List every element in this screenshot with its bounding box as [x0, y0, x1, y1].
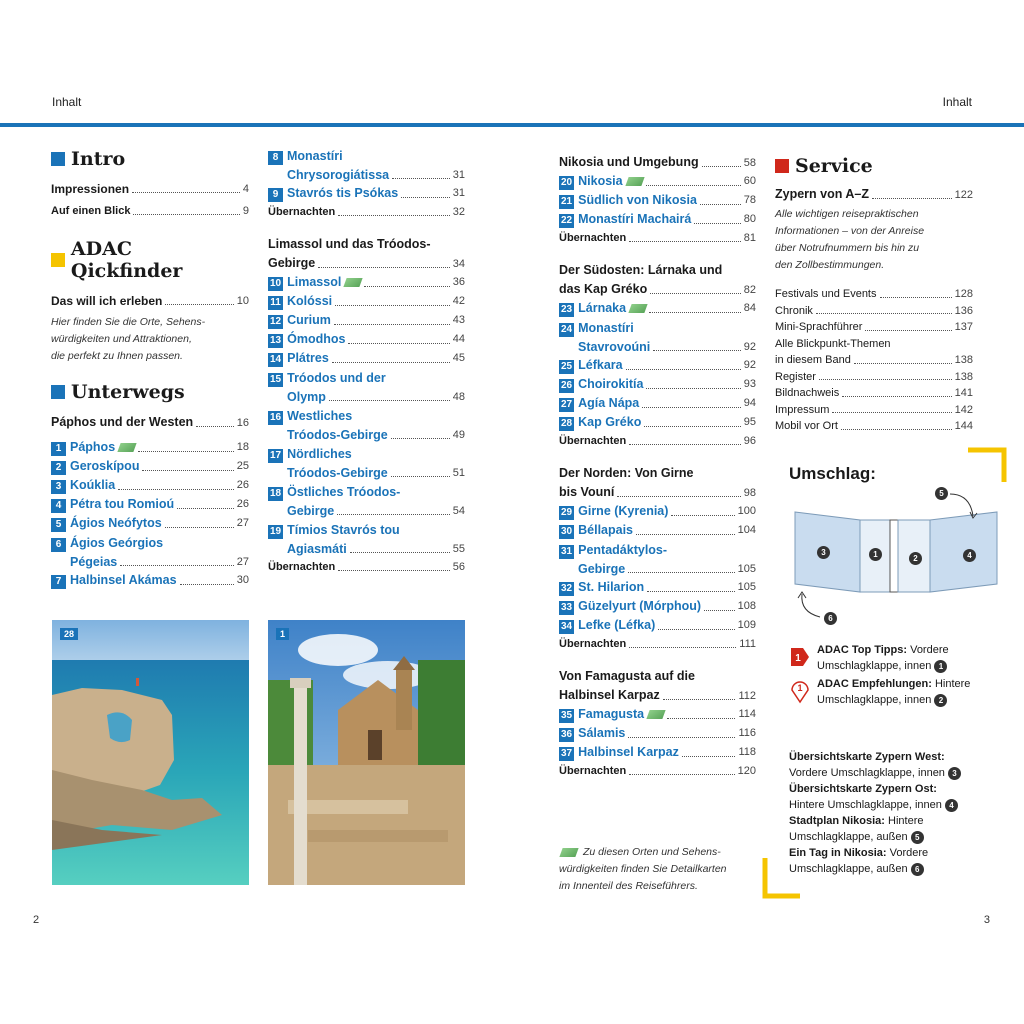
- map-legend-entry: Stadtplan Nikosia: Hintere Umschlagklappe, außen 5: [789, 815, 924, 843]
- toc-row[interactable]: Auf einen Blick 9: [51, 205, 249, 217]
- service-row[interactable]: in diesem Band 138: [775, 354, 973, 366]
- place-number-badge: 33: [561, 602, 573, 613]
- place-number-badge: 29: [561, 507, 573, 518]
- toc-row[interactable]: Übernachten 96: [559, 435, 756, 447]
- cover-marker-5: 5: [935, 487, 948, 500]
- section-service-heading: Service: [775, 155, 973, 177]
- place-number-badge: 15: [270, 374, 282, 385]
- svg-text:1: 1: [795, 653, 801, 664]
- umschlag-title: Umschlag:: [789, 464, 876, 483]
- place-number-badge: 6: [51, 538, 66, 552]
- place-entry[interactable]: 6 Ágios Geórgios Pégeias 27: [51, 533, 249, 571]
- toc-group-row[interactable]: Páphos und der Westen 16: [51, 415, 249, 429]
- place-entry[interactable]: 25 Léfkara 92: [561, 358, 756, 372]
- legend-number: 3: [948, 767, 961, 780]
- place-number-badge: 1: [51, 442, 66, 456]
- adac-legend: [789, 642, 1004, 708]
- place-list: [559, 299, 756, 432]
- map-legend-entry: Ein Tag in Nikosia: Vordere Umschlagklappe, außen 6: [789, 847, 929, 875]
- place-entry[interactable]: 13 Ómodhos 44: [270, 332, 465, 346]
- place-entry[interactable]: 16 Westliches Tróodos-Gebirge 49: [270, 409, 465, 442]
- place-number-badge: 36: [561, 729, 573, 740]
- toc-group[interactable]: Der Südosten: Lárnaka und das Kap Gréko 82: [559, 263, 756, 296]
- service-row[interactable]: Mini-Sprachführer 137: [775, 321, 973, 333]
- svg-text:1: 1: [797, 683, 803, 693]
- place-number-badge: 7: [51, 575, 66, 589]
- place-entry[interactable]: 32 St. Hilarion 105: [561, 580, 756, 594]
- place-number-badge: 19: [270, 526, 282, 537]
- top-tipp-marker-icon: [789, 642, 811, 672]
- photo-number-badge: 1: [276, 628, 289, 640]
- place-list: [559, 172, 756, 229]
- place-entry[interactable]: 30 Béllapais 104: [561, 523, 756, 537]
- place-entry[interactable]: 34 Lefke (Léfka) 109: [561, 618, 756, 632]
- service-row[interactable]: Festivals und Events 128: [775, 288, 973, 300]
- cover-marker-6: 6: [824, 612, 837, 625]
- qickfinder-description: Hier finden Sie die Orte, Sehens- würdigkeiten und Attraktionen, die perfekt zu Ihnen passen.: [51, 316, 206, 362]
- place-number-badge: 4: [51, 499, 66, 513]
- toc-row[interactable]: Das will ich erleben 10: [51, 294, 249, 308]
- place-entry[interactable]: 27 Agía Nápa 94: [561, 396, 756, 410]
- column-4: [775, 155, 973, 435]
- detail-map-icon: [625, 177, 644, 186]
- detail-map-icon: [344, 278, 363, 287]
- section-square-icon: [51, 385, 65, 399]
- column-3: [559, 153, 756, 895]
- place-entry[interactable]: 36 Sálamis 116: [561, 726, 756, 740]
- map-legend-entry: Übersichtskarte Zypern Ost: Hintere Umschlagklappe, innen 4: [789, 781, 999, 813]
- place-number-badge: 8: [268, 151, 283, 165]
- service-row-line[interactable]: Alle Blickpunkt-Themen: [775, 337, 891, 350]
- place-list: [559, 502, 756, 635]
- umschlag-block: [789, 464, 1004, 484]
- place-entry[interactable]: 11 Kolóssi 42: [268, 292, 465, 311]
- page-number-right: 3: [983, 914, 990, 926]
- toc-row[interactable]: Übernachten 32: [268, 206, 465, 218]
- section-unterwegs-heading: Unterwegs: [51, 381, 249, 403]
- section-qickfinder-heading: ADAC Qickfinder: [51, 238, 249, 282]
- place-number-badge: 23: [561, 304, 573, 315]
- church-ruins-photo: [268, 620, 465, 885]
- place-entry[interactable]: 31 Pentadáktylos- Gebirge 105: [561, 543, 756, 576]
- place-entry[interactable]: 17 Nördliches Tróodos-Gebirge 51: [270, 447, 465, 480]
- place-number-badge: 28: [561, 418, 573, 429]
- place-entry[interactable]: 22 Monastíri Machairá 80: [561, 212, 756, 226]
- column-2: [268, 146, 465, 576]
- church-photo-illustration: [268, 620, 465, 885]
- coast-rock-arch-photo: [52, 620, 249, 885]
- place-number-badge: 3: [51, 480, 66, 494]
- detail-map-icon: [118, 443, 137, 452]
- toc-group-row[interactable]: Nikosia und Umgebung 58: [559, 155, 756, 169]
- place-number-badge: 22: [561, 215, 573, 226]
- place-number-badge: 31: [561, 546, 573, 557]
- legend-number: 5: [911, 831, 924, 844]
- maps-legend: [789, 749, 999, 877]
- service-row[interactable]: Chronik 136: [775, 304, 973, 317]
- legend-number: 4: [945, 799, 958, 812]
- place-entry[interactable]: 21 Südlich von Nikosia 78: [561, 193, 756, 207]
- section-square-icon: [51, 253, 65, 267]
- place-entry[interactable]: 28 Kap Gréko 95: [561, 415, 756, 429]
- place-entry[interactable]: 3 Koúklia 26: [51, 476, 249, 495]
- place-entry[interactable]: 15 Tróodos und der Olymp 48: [270, 371, 465, 404]
- place-number-badge: 17: [270, 450, 282, 461]
- place-number-badge: 16: [270, 412, 282, 423]
- place-number-badge: 10: [270, 278, 282, 289]
- place-entry[interactable]: 5 Ágios Neófytos 27: [51, 514, 249, 533]
- page-number-left: 2: [33, 914, 40, 926]
- toc-group[interactable]: Von Famagusta auf die Halbinsel Karpaz 112: [559, 669, 756, 702]
- empfehlung-marker-icon: [789, 676, 811, 706]
- place-number-badge: 32: [561, 583, 573, 594]
- empfehlungen-legend: 1 ADAC Empfehlungen: Hintere Umschlagklappe, innen 2: [789, 676, 1004, 708]
- service-list: [775, 286, 973, 435]
- place-entry[interactable]: 10 Limassol 36: [270, 275, 465, 289]
- place-entry[interactable]: 8 Monastíri Chrysorogiátissa 31: [268, 146, 465, 184]
- photo-number-badge: 28: [60, 628, 78, 640]
- detail-map-icon: [559, 848, 578, 857]
- place-number-badge: 13: [270, 335, 282, 346]
- section-intro-heading: Intro: [51, 148, 249, 170]
- place-number-badge: 11: [268, 296, 283, 310]
- place-number-badge: 9: [268, 188, 283, 202]
- service-row[interactable]: Bildnachweis 141: [775, 387, 973, 399]
- top-tipps-legend: 1 ADAC Top Tipps: Vordere Umschlagklappe, innen 1: [789, 642, 1004, 674]
- legend-number: 2: [934, 694, 947, 707]
- place-entry[interactable]: 33 Güzelyurt (Mórphou) 108: [561, 599, 756, 613]
- toc-group[interactable]: Limassol und das Tróodos- Gebirge 34: [268, 237, 465, 270]
- place-entry[interactable]: 18 Östliches Tróodos- Gebirge 54: [270, 485, 465, 518]
- place-number-badge: 25: [561, 361, 573, 372]
- cover-marker-1: 1: [869, 548, 882, 561]
- map-legend-entry: Übersichtskarte Zypern West: Vordere Umschlagklappe, innen 3: [789, 749, 999, 781]
- place-number-badge: 14: [270, 354, 282, 365]
- place-number-badge: 18: [270, 488, 282, 499]
- place-number-badge: 35: [561, 710, 573, 721]
- section-square-icon: [51, 152, 65, 166]
- place-number-badge: 24: [561, 324, 573, 335]
- place-number-badge: 5: [51, 518, 66, 532]
- header-rule: [0, 123, 1024, 127]
- cover-marker-3: 3: [817, 546, 830, 559]
- detail-map-footnote: Zu diesen Orten und Sehens- würdigkeiten finden Sie Detailkarten im Innenteil des Reiseführers.: [559, 846, 727, 892]
- toc-row[interactable]: Impressionen 4: [51, 182, 249, 196]
- detail-map-icon: [646, 710, 665, 719]
- running-head-right: Inhalt: [942, 95, 972, 109]
- place-number-badge: 20: [561, 177, 573, 188]
- place-list: [559, 705, 756, 762]
- place-number-badge: 27: [561, 399, 573, 410]
- cover-marker-4: 4: [963, 549, 976, 562]
- legend-number: 1: [934, 660, 947, 673]
- place-entry[interactable]: 24 Monastíri Stavrovoúni 92: [561, 321, 756, 354]
- service-row[interactable]: Register 138: [775, 370, 973, 383]
- toc-row[interactable]: Übernachten 120: [559, 765, 756, 777]
- section-square-icon: [775, 159, 789, 173]
- place-list: [268, 273, 465, 558]
- running-head-left: Inhalt: [52, 95, 82, 109]
- place-number-badge: 37: [561, 748, 573, 759]
- place-entry[interactable]: 29 Girne (Kyrenia) 100: [561, 504, 756, 518]
- toc-row[interactable]: Zypern von A–Z 122: [775, 187, 973, 201]
- place-number-badge: 12: [270, 316, 282, 327]
- place-entry[interactable]: 12 Curium 43: [270, 313, 465, 327]
- place-entry[interactable]: 7 Halbinsel Akámas 30: [51, 571, 249, 590]
- place-number-badge: 26: [561, 380, 573, 391]
- place-entry[interactable]: 23 Lárnaka 84: [561, 301, 756, 315]
- column-1: [51, 148, 249, 590]
- place-number-badge: 30: [561, 526, 573, 537]
- place-list: [51, 438, 249, 590]
- place-number-badge: 34: [561, 621, 573, 632]
- toc-row[interactable]: Übernachten 111: [559, 638, 756, 650]
- place-entry[interactable]: 20 Nikosia 60: [561, 174, 756, 188]
- place-entry[interactable]: 9 Stavrós tis Psókas 31: [268, 184, 465, 203]
- place-entry[interactable]: 35 Famagusta 114: [561, 707, 756, 721]
- toc-group[interactable]: Der Norden: Von Girne bis Vouní 98: [559, 466, 756, 499]
- place-entry[interactable]: 19 Tímios Stavrós tou Agiasmáti 55: [270, 523, 465, 556]
- service-description: Alle wichtigen reisepraktischen Informationen – von der Anreise über Notrufnummern bis hin zu den Zollbestimmungen.: [775, 208, 925, 271]
- place-entry[interactable]: 4 Pétra tou Romioú 26: [51, 495, 249, 514]
- place-number-badge: 2: [51, 461, 66, 475]
- detail-map-icon: [628, 304, 647, 313]
- legend-number: 6: [911, 863, 924, 876]
- toc-row[interactable]: Übernachten 56: [268, 561, 465, 573]
- place-entry[interactable]: 2 Geroskípou 25: [51, 457, 249, 476]
- place-entry[interactable]: 1 Páphos 18: [51, 438, 249, 457]
- place-list: [268, 146, 465, 203]
- coast-photo-illustration: [52, 620, 249, 885]
- place-number-badge: 21: [561, 196, 573, 207]
- place-entry[interactable]: 14 Plátres 45: [270, 351, 465, 365]
- toc-row[interactable]: Übernachten 81: [559, 232, 756, 244]
- place-entry[interactable]: 37 Halbinsel Karpaz 118: [561, 745, 756, 759]
- cover-marker-2: 2: [909, 552, 922, 565]
- place-entry[interactable]: 26 Choirokitía 93: [561, 377, 756, 391]
- service-row[interactable]: Mobil vor Ort 144: [775, 420, 973, 432]
- service-row[interactable]: Impressum 142: [775, 403, 973, 416]
